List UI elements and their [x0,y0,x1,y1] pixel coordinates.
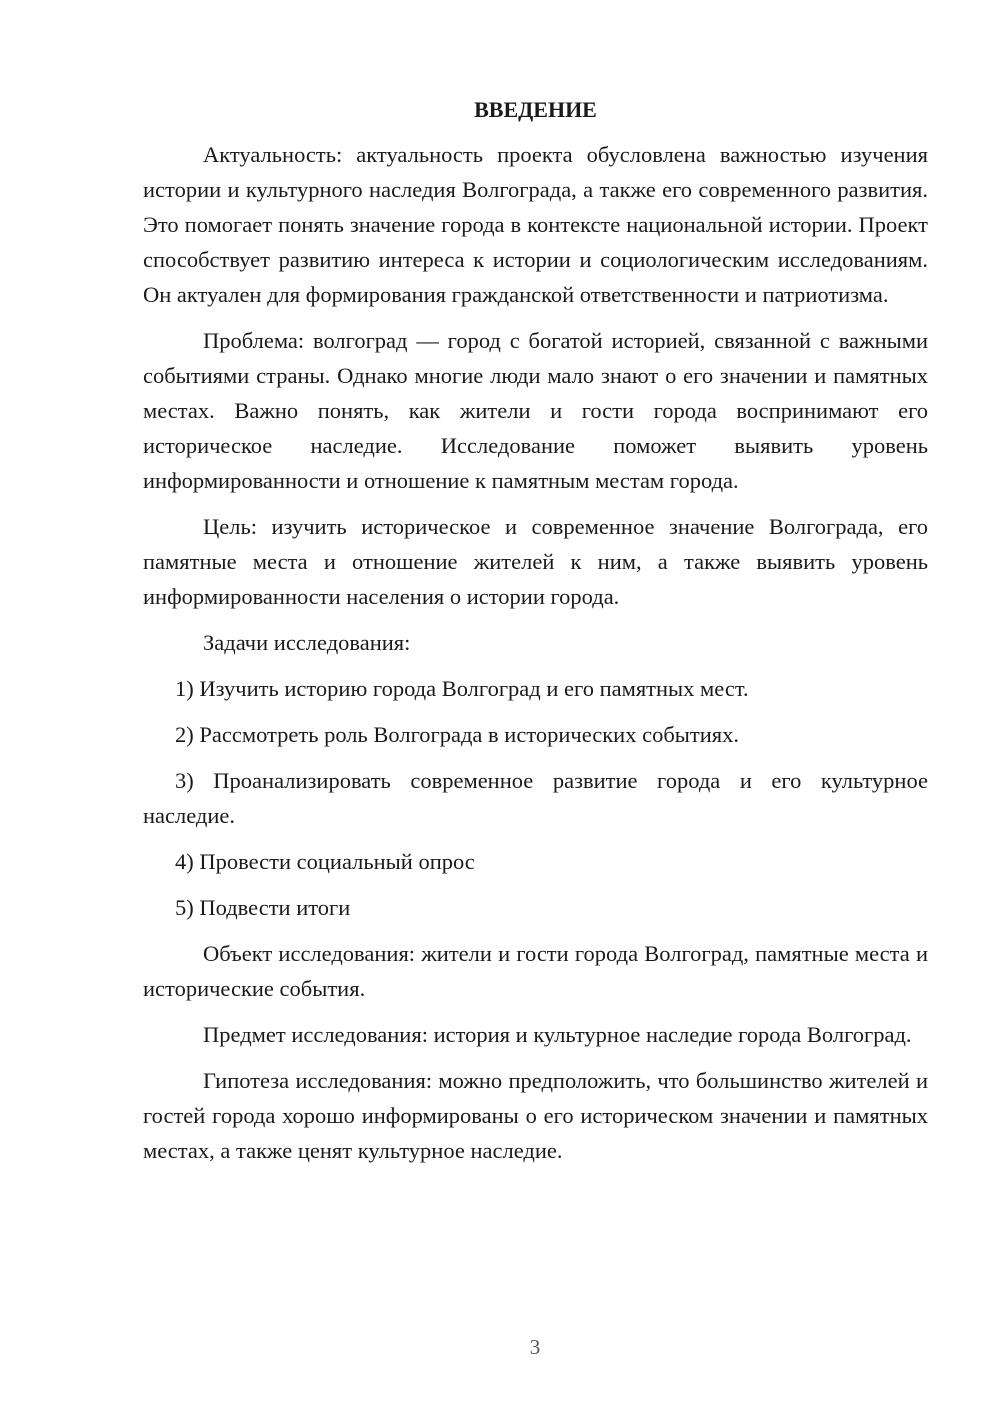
page-title: ВВЕДЕНИЕ [474,97,597,122]
paragraph-object: Объект исследования: жители и гости города Волгоград, памятные места и исторические события. [143,941,928,1001]
paragraph-goal: Цель: изучить историческое и современное значение Волгограда, его памятные места и отношение жителей к ним, а также выявить уровень информированности населения о истории города. [143,514,928,609]
document-page [143,92,928,1179]
list-item-task-5: 5) Подвести итоги [175,895,351,920]
paragraph-hypothesis: Гипотеза исследования: можно предположить, что большинство жителей и гостей города хорошо информированы о его историческом значении и памятных местах, а также ценят культурное наследие. [143,1068,928,1163]
paragraph-subject: Предмет исследования: история и культурное наследие города Волгоград. [203,1022,912,1047]
tasks-heading: Задачи исследования: [203,630,411,655]
paragraph-relevance: Актуальность: актуальность проекта обусловлена важностью изучения истории и культурного наследия Волгограда, а также его современного развития. Это помогает понять значение города в контексте национальной истории. Проект способствует развитию интереса к истории и социологическим исследованиям. Он актуален для формирования гражданской ответственности и патриотизма. [143,142,928,307]
page-number: 3 [529,1335,541,1359]
list-item-task-1: 1) Изучить историю города Волгоград и его памятных мест. [175,676,749,701]
list-item-task-2: 2) Рассмотреть роль Волгограда в исторических событиях. [175,722,739,747]
list-item-task-4: 4) Провести социальный опрос [175,849,475,874]
list-item-task-3: 3) Проанализировать современное развитие города и его культурное наследие. [143,768,928,828]
paragraph-problem: Проблема: волгоград — город с богатой историей, связанной с важными событиями страны. Однако многие люди мало знают о его значении и памятных местах. Важно понять, как жители и гости города воспринимают его историческое наследие. Исследование поможет выявить уровень информированности и отношение к памятным местам города. [143,328,928,493]
